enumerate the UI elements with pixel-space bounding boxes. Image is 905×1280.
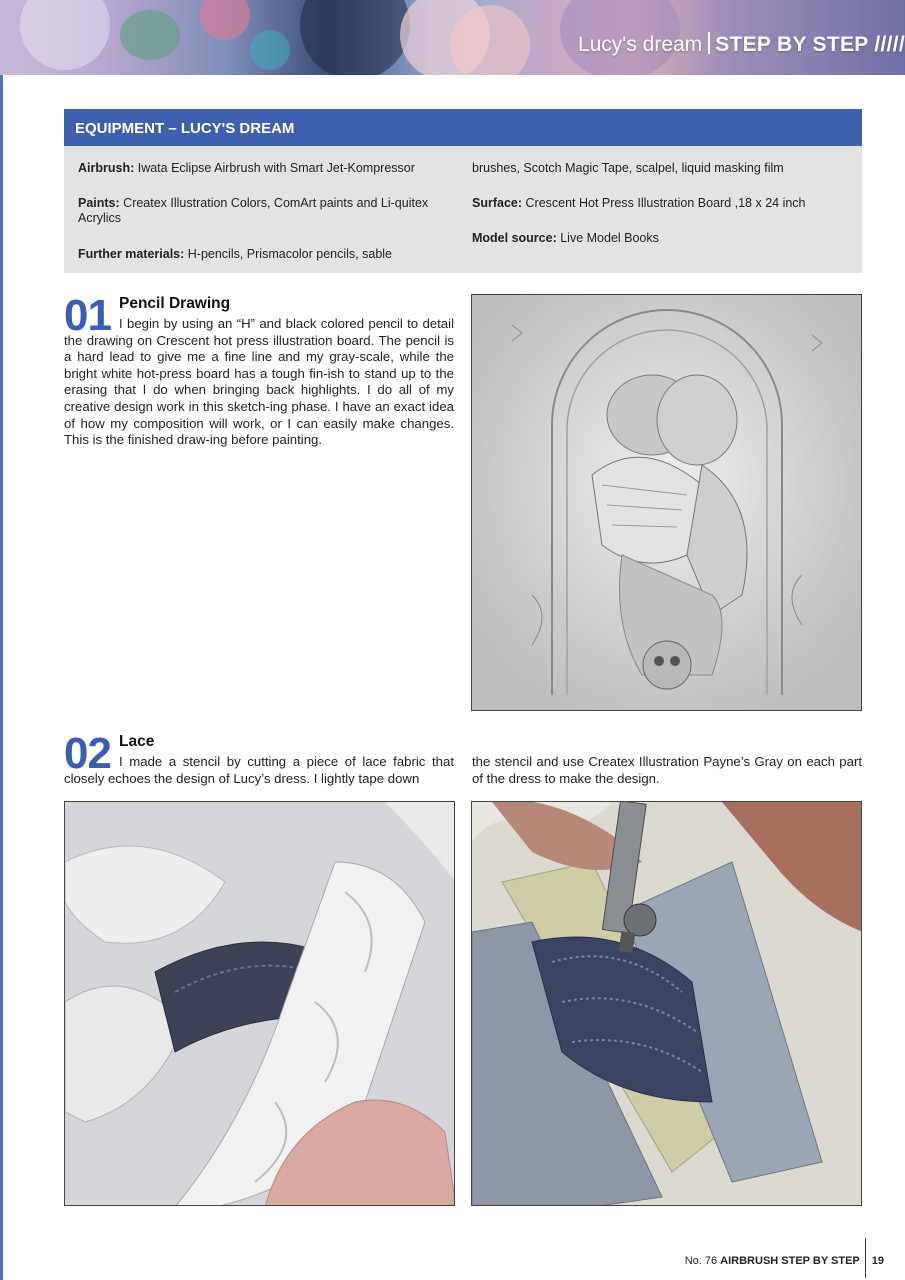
step-2-text-left: I made a stencil by cutting a piece of lace fabric that closely echoes the design of Lucy’s dress. I lightly tape down	[64, 754, 454, 786]
paints-value: Createx Illustration Colors, ComArt paints and Li-quitex Acrylics	[78, 196, 429, 225]
equipment-heading: EQUIPMENT – LUCY'S DREAM	[64, 109, 862, 146]
airbrush-stencil-photo	[471, 801, 862, 1206]
footer-magazine-name: AIRBRUSH STEP BY STEP	[720, 1255, 860, 1267]
equipment-airbrush	[78, 161, 458, 196]
step-2-number: 02	[64, 729, 111, 778]
left-accent-rule	[0, 75, 3, 1280]
step-2-title: Lace	[119, 733, 155, 750]
running-header-title: Lucy's dream	[577, 33, 703, 56]
step-2-text-right: the stencil and use Createx Illustration Payne’s Gray on each part of the dress to make the design.	[472, 754, 862, 786]
step-1-title: Pencil Drawing	[119, 295, 231, 312]
equipment-box	[64, 109, 862, 273]
paints-label: Paints:	[78, 196, 120, 210]
equipment-model-source	[472, 231, 856, 246]
step-1-text: I begin by using an “H” and black colored pencil to detail the drawing on Crescent hot press illustration board. The pencil is a hard lead to give me a fine line and my gray-scale, while the bright white hot-press board has a tough fin-ish to stand up to the erasing that I do when bringing back highlights. I do all of my creative design work in this sketch-ing phase. I have an exact idea of how my composition will work, or I can easily make changes. This is the finished draw-ing before painting.	[64, 316, 454, 448]
header-banner	[0, 0, 905, 75]
footer-issue: No. 76	[684, 1255, 718, 1267]
footer-separator	[865, 1238, 866, 1278]
page-footer	[685, 1238, 884, 1278]
equipment-paints	[78, 196, 458, 247]
further-materials-label: Further materials:	[78, 247, 185, 261]
lace-fabric-photo	[64, 801, 455, 1206]
equipment-further-materials	[78, 247, 458, 262]
equipment-column-left	[78, 161, 458, 262]
footer-page-number: 19	[871, 1255, 884, 1267]
airbrush-label: Airbrush:	[78, 161, 135, 175]
running-header	[578, 32, 905, 57]
lace-fabric-illustration	[65, 802, 455, 1206]
equipment-further-materials-continued: brushes, Scotch Magic Tape, scalpel, liquid masking film	[472, 161, 784, 175]
pencil-drawing-illustration	[472, 295, 862, 711]
further-materials-value: H-pencils, Prismacolor pencils, sable	[184, 247, 392, 261]
model-source-label: Model source:	[472, 231, 557, 245]
airbrush-value: Iwata Eclipse Airbrush with Smart Jet-Kompressor	[134, 161, 415, 175]
step-1-number: 01	[64, 291, 111, 340]
equipment-surface	[472, 196, 856, 231]
airbrush-stencil-illustration	[472, 802, 862, 1206]
equipment-column-right	[472, 161, 856, 246]
surface-value: Crescent Hot Press Illustration Board ,18 x 24 inch	[522, 196, 806, 210]
running-header-section: STEP BY STEP /////	[715, 33, 905, 56]
running-header-separator	[708, 32, 710, 54]
model-source-value: Live Model Books	[556, 231, 659, 245]
surface-label: Surface:	[472, 196, 523, 210]
pencil-drawing-photo	[471, 294, 862, 711]
